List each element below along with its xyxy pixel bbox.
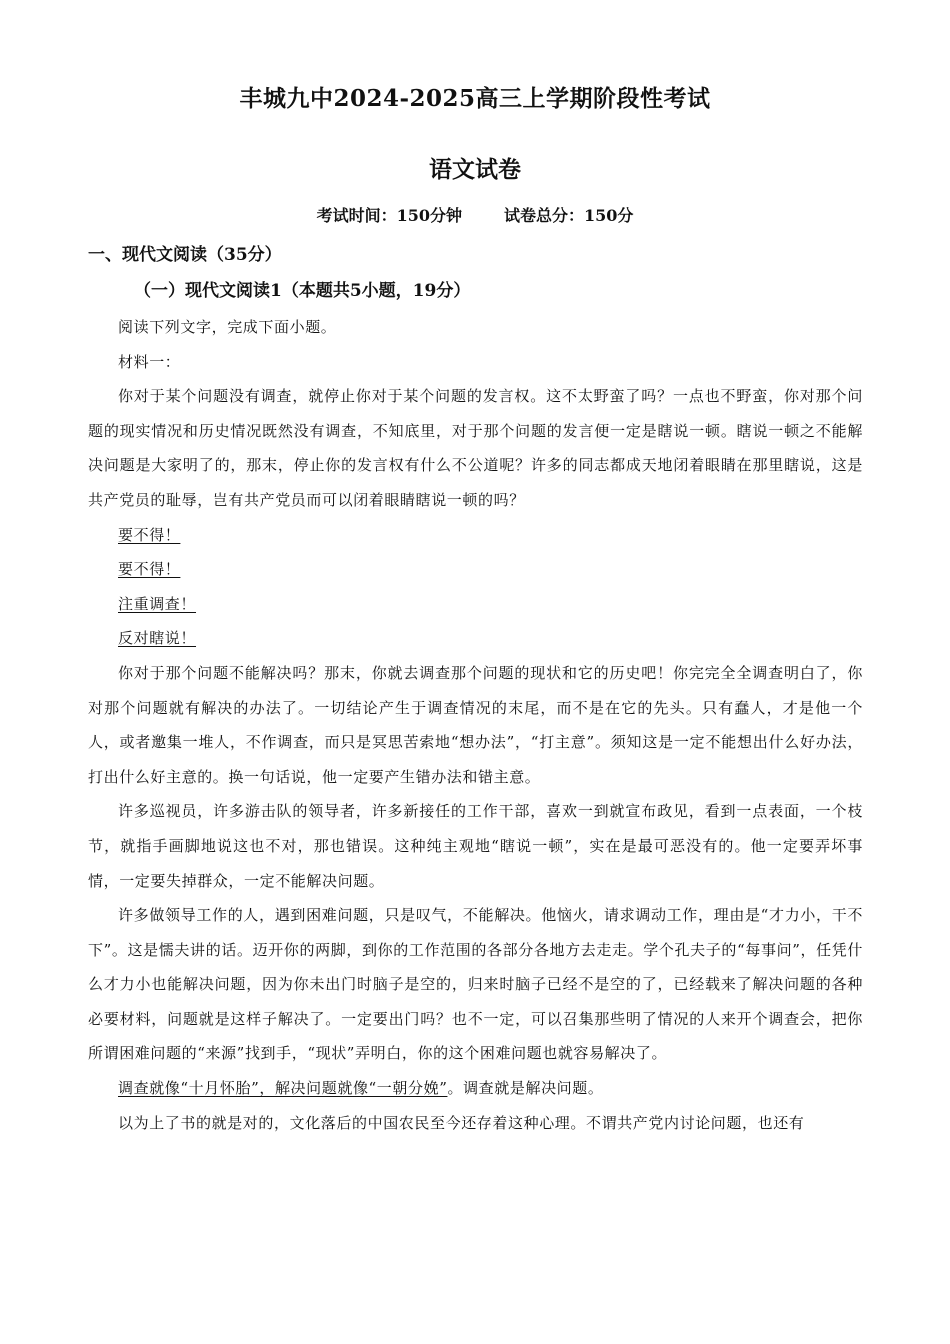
sentence-rest: 。调查就是解决问题。 xyxy=(447,1079,604,1098)
paragraph: 许多做领导工作的人，遇到困难问题，只是叹气，不能解决。他恼火，请求调动工作，理由是“才力小，干不下”。这是懦夫讲的话。迈开你的两脚，到你的工作范围的各部分各地方去走走。学个孔夫子的“每事问”，任凭什么才力小也能解决问题，因为你未出门时脑子是空的，归来时脑子已经不是空的了，已经载来了解决问题的各种必要材料，问题就是这样子解决了。一定要出门吗？也不一定，可以召集那些明了情况的人来开个调查会，把你所谓困难问题的“来源”找到手，“现状”弄明白，你的这个困难问题也就容易解决了。 xyxy=(88,906,863,1063)
paragraph: 以为上了书的就是对的，文化落后的中国农民至今还存着这种心理。不谓共产党内讨论问题，也还有 xyxy=(118,1113,805,1132)
subsection-heading: （一）现代文阅读1（本题共5小题，19分） xyxy=(134,281,471,301)
paragraph: 许多巡视员，许多游击队的领导者，许多新接任的工作干部，喜欢一到就宣布政见，看到一点表面，一个枝节，就指手画脚地说这也不对，那也错误。这种纯主观地“瞎说一顿”，实在是最可恶没有的。他一定要弄坏事情，一定要失掉群众，一定不能解决问题。 xyxy=(88,802,863,890)
slogan-line xyxy=(88,621,863,656)
exam-meta xyxy=(0,203,950,226)
slogan-line xyxy=(88,552,863,587)
paragraph: 你对于那个问题不能解决吗？那末，你就去调查那个问题的现状和它的历史吧！你完完全全调查明白了，你对那个问题就有解决的办法了。一切结论产生于调查情况的末尾，而不是在它的先头。只有蠢人，才是他一个人，或者邀集一堆人，不作调查，而只是冥思苦索地“想办法”，“打主意”。须知这是一定不能想出什么好办法，打出什么好主意的。换一句话说，他一定要产生错办法和错主意。 xyxy=(88,663,863,786)
instruction: 阅读下列文字，完成下面小题。 xyxy=(118,318,337,336)
section-heading: 一、现代文阅读（35分） xyxy=(88,245,282,265)
reading-passage xyxy=(88,310,863,1140)
exam-time: 考试时间：150分钟 xyxy=(316,206,462,225)
slogan-line xyxy=(88,518,863,553)
paragraph xyxy=(88,1071,863,1106)
exam-subject: 语文试卷 xyxy=(429,156,521,183)
material-label: 材料一： xyxy=(118,352,181,371)
slogan-text: 注重调查！ xyxy=(118,594,197,613)
slogan-text: 要不得！ xyxy=(118,560,181,579)
slogan-line xyxy=(88,587,863,622)
paragraph: 你对于某个问题没有调查，就停止你对于某个问题的发言权。这不太野蛮了吗？一点也不野蛮，你对那个问题的现实情况和历史情况既然没有调查，不知底里，对于那个问题的发言便一定是瞎说一顿。瞎说一顿之不能解决问题是大家明了的，那末，停止你的发言权有什么不公道呢？许多的同志都成天地闭着眼睛在那里瞎说，这是共产党员的耻辱，岂有共产党员而可以闭着眼睛瞎说一顿的吗？ xyxy=(88,387,863,509)
underlined-sentence: 调查就像“十月怀胎”，解决问题就像“一朝分娩” xyxy=(118,1079,448,1098)
slogan-text: 要不得！ xyxy=(118,525,181,544)
total-score: 试卷总分：150分 xyxy=(504,206,634,225)
exam-title: 丰城九中2024-2025高三上学期阶段性考试 xyxy=(239,85,711,112)
slogan-text: 反对瞎说！ xyxy=(118,629,197,648)
